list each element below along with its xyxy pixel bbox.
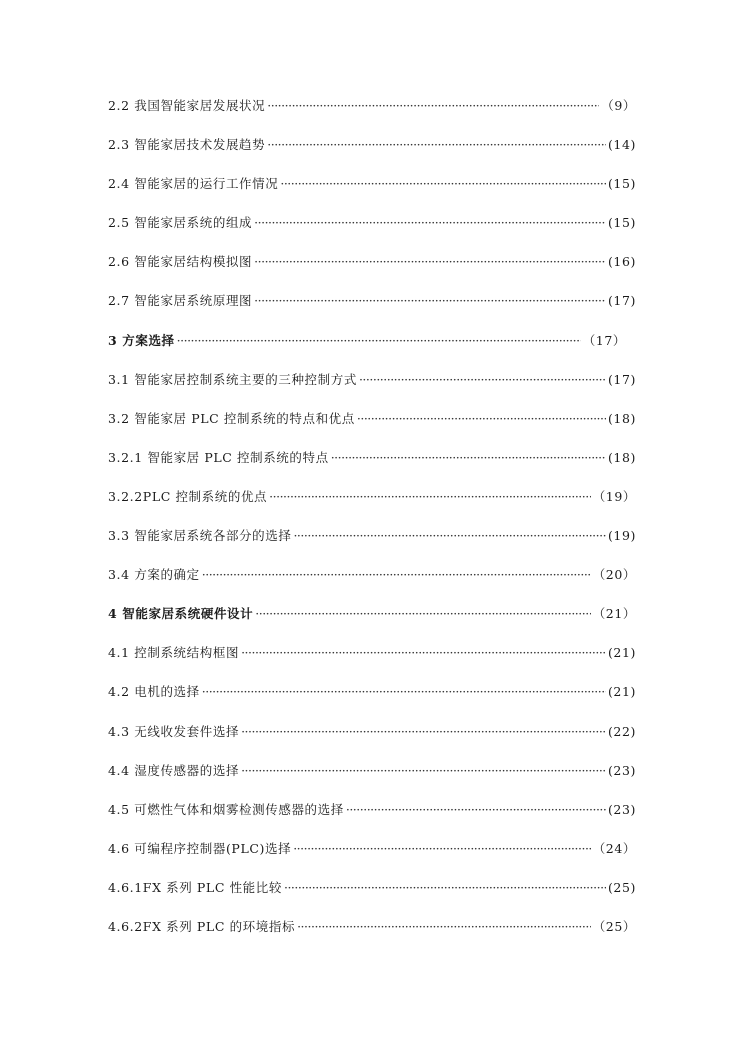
toc-entry-title: 2.5 智能家居系统的组成 — [108, 215, 253, 231]
toc-dot-leader — [267, 98, 599, 113]
toc-entry — [108, 135, 636, 174]
toc-dot-leader — [241, 724, 606, 739]
toc-entry-page-number: (22) — [607, 723, 636, 739]
toc-entry — [108, 565, 636, 604]
toc-entry-page-number: （20） — [592, 567, 636, 583]
toc-entry-title: 3.3 智能家居系统各部分的选择 — [108, 528, 292, 544]
toc-entry-page-number: (16) — [607, 254, 636, 270]
toc-entry-page-number: (25) — [607, 879, 636, 895]
toc-entry — [108, 331, 636, 370]
toc-dot-leader — [267, 137, 606, 152]
toc-entry-page-number: (18) — [607, 449, 636, 465]
toc-entry-title: 3.2 智能家居 PLC 控制系统的特点和优点 — [108, 410, 355, 426]
toc-entry-page-number: (19) — [607, 528, 636, 544]
toc-entry-title: 4.1 控制系统结构框图 — [108, 645, 240, 661]
toc-entry — [108, 643, 636, 682]
toc-dot-leader — [254, 215, 606, 230]
toc-dot-leader — [359, 372, 606, 387]
toc-entry-title: 2.4 智能家居的运行工作情况 — [108, 176, 279, 192]
toc-entry-page-number: (15) — [607, 215, 636, 231]
toc-entry-title: 4.2 电机的选择 — [108, 684, 200, 700]
toc-entry-title: 2.7 智能家居系统原理图 — [108, 293, 253, 309]
toc-entry-page-number: (17) — [607, 371, 636, 387]
toc-entry — [108, 448, 636, 487]
toc-entry — [108, 917, 636, 956]
toc-dot-leader — [202, 567, 591, 582]
toc-entry-page-number: （9） — [601, 98, 636, 113]
toc-dot-leader — [202, 684, 606, 699]
toc-dot-leader — [241, 645, 606, 660]
toc-entry — [108, 839, 636, 878]
toc-entry-page-number: (15) — [607, 176, 636, 192]
toc-dot-leader — [331, 450, 606, 465]
toc-entry-page-number: （17） — [582, 332, 626, 348]
toc-entry-page-number: （25） — [592, 918, 636, 934]
toc-dot-leader — [293, 841, 591, 856]
toc-entry-title: 4.4 湿度传感器的选择 — [108, 762, 240, 778]
toc-entry — [108, 487, 636, 526]
toc-entry-page-number: （24） — [592, 840, 636, 856]
toc-entry — [108, 291, 636, 330]
toc-entry-title: 3.4 方案的确定 — [108, 567, 200, 583]
toc-entry-title: 3.2.1 智能家居 PLC 控制系统的特点 — [108, 449, 329, 465]
toc-entry-page-number: （19） — [592, 488, 636, 504]
toc-entry — [108, 526, 636, 565]
toc-entry-title: 4.5 可燃性气体和烟雾检测传感器的选择 — [108, 801, 344, 817]
toc-dot-leader — [297, 919, 591, 934]
toc-dot-leader — [254, 254, 606, 269]
toc-dot-leader — [346, 802, 606, 817]
toc-entry — [108, 370, 636, 409]
toc-dot-leader — [284, 880, 606, 895]
toc-dot-leader — [254, 293, 606, 308]
toc-dot-leader — [357, 411, 606, 426]
toc-entry — [108, 761, 636, 800]
toc-entry — [108, 174, 636, 213]
toc-dot-leader — [177, 333, 581, 348]
toc-dot-leader — [293, 528, 605, 543]
toc-entry-title: 4.6 可编程序控制器(PLC)选择 — [108, 840, 292, 856]
toc-entry — [108, 878, 636, 917]
toc-entry — [108, 213, 636, 252]
toc-entry-title: 4 智能家居系统硬件设计 — [108, 606, 254, 622]
toc-entry-title: 4.6.2FX 系列 PLC 的环境指标 — [108, 918, 296, 934]
toc-dot-leader — [241, 763, 606, 778]
toc-entry-page-number: (18) — [607, 410, 636, 426]
toc-entry-page-number: (23) — [607, 801, 636, 817]
toc-entry-page-number: (21) — [607, 645, 636, 661]
toc-dot-leader — [280, 176, 606, 191]
toc-entry — [108, 800, 636, 839]
toc-entry-title: 3 方案选择 — [108, 332, 175, 348]
toc-entry-title: 3.1 智能家居控制系统主要的三种控制方式 — [108, 371, 357, 387]
toc-entry-title: 2.6 智能家居结构模拟图 — [108, 254, 253, 270]
toc-entry-title: 3.2.2PLC 控制系统的优点 — [108, 488, 268, 504]
toc-entry — [108, 252, 636, 291]
toc-entry — [108, 604, 636, 643]
toc-entry — [108, 96, 636, 135]
toc-entry-page-number: (21) — [607, 684, 636, 700]
toc-entry-title: 2.3 智能家居技术发展趋势 — [108, 137, 266, 153]
toc-dot-leader — [269, 489, 591, 504]
toc-entry-page-number: （21） — [592, 606, 636, 622]
toc-entry-title: 2.2 我国智能家居发展状况 — [108, 98, 266, 113]
toc-dot-leader — [255, 606, 590, 621]
table-of-contents — [108, 96, 636, 956]
toc-entry — [108, 409, 636, 448]
toc-entry-title: 4.6.1FX 系列 PLC 性能比较 — [108, 879, 282, 895]
toc-entry — [108, 682, 636, 721]
toc-entry — [108, 722, 636, 761]
toc-entry-page-number: (23) — [607, 762, 636, 778]
toc-entry-page-number: (14) — [607, 137, 636, 153]
toc-entry-page-number: (17) — [607, 293, 636, 309]
toc-entry-title: 4.3 无线收发套件选择 — [108, 723, 240, 739]
